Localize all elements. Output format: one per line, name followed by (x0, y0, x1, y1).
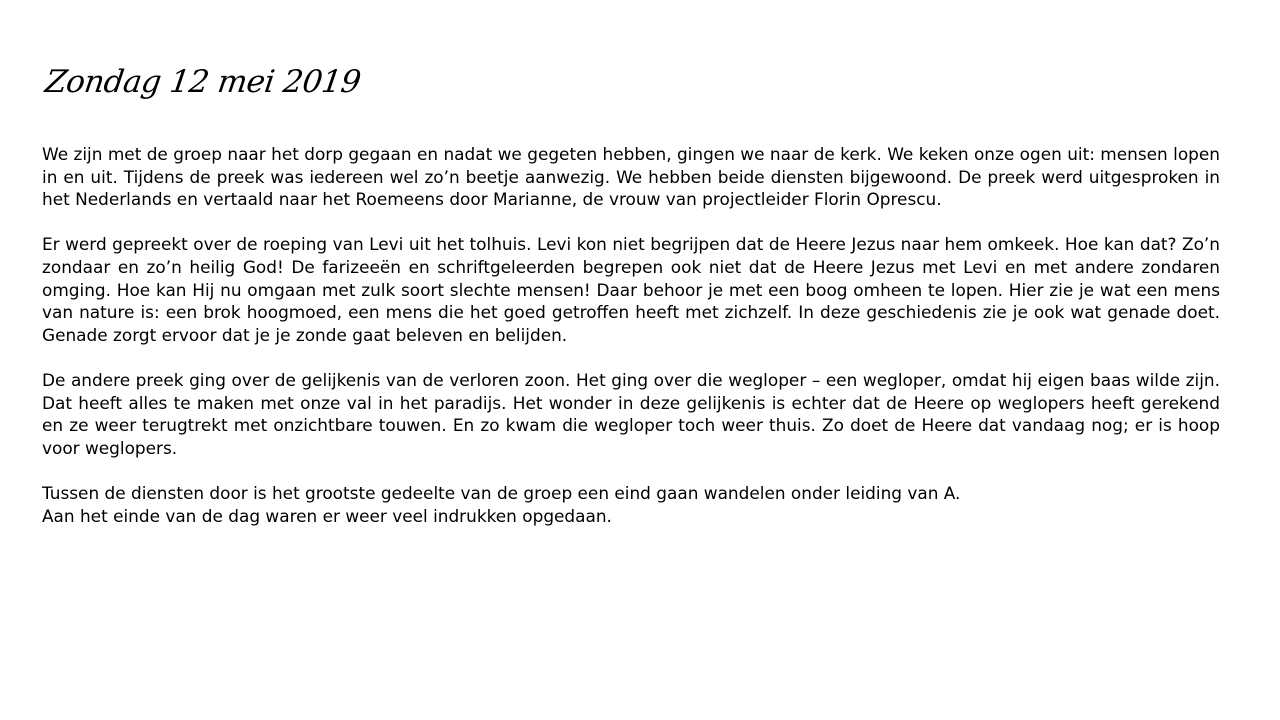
paragraph-sermon-levi: Er werd gepreekt over de roeping van Levi uit het tolhuis. Levi kon niet begrijpen dat de Heere Jezus naar hem omkeek. Hoe kan dat? Zo’n zondaar en zo’n heilig God! De farizeeën en schriftgeleerden begrepen ook niet dat de Heere Jezus met Levi en met andere zondaren omging. Hoe kan Hij nu omgaan met zulk soort slechte mensen! Daar behoor je met een boog omheen te lopen. Hier zie je wat een mens van nature is: een brok hoogmoed, een mens die het goed getroffen heeft met zichzelf. In deze geschiedenis zie je ook wat genade doet. Genade zorgt ervoor dat je je zonde gaat beleven en belijden. (42, 234, 1220, 345)
closing-line-walk: Tussen de diensten door is het grootste gedeelte van de groep een eind gaan wandelen onder leiding van A. (42, 482, 961, 503)
paragraph-closing (42, 482, 1220, 527)
paragraph-sermon-prodigal-son: De andere preek ging over de gelijkenis van de verloren zoon. Het ging over die wegloper – een wegloper, omdat hij eigen baas wilde zijn. Dat heeft alles te maken met onze val in het paradijs. Het wonder in deze gelijkenis is echter dat de Heere op weglopers heeft gerekend en ze weer terugtrekt met onzichtbare touwen. En zo kwam die wegloper toch weer thuis. Zo doet de Heere dat vandaag nog; er is hoop voor weglopers. (42, 369, 1220, 458)
closing-line-impressions: Aan het einde van de dag waren er weer veel indrukken opgedaan. (42, 505, 612, 526)
body-text (42, 143, 1220, 527)
page-title: Zondag 12 mei 2019 (42, 64, 363, 100)
paragraph-intro: We zijn met de groep naar het dorp gegaan en nadat we gegeten hebben, gingen we naar de kerk. We keken onze ogen uit: mensen lopen in en uit. Tijdens de preek was iedereen wel zo’n beetje aanwezig. We hebben beide diensten bijgewoond. De preek werd uitgesproken in het Nederlands en vertaald naar het Roemeens door Marianne, de vrouw van projectleider Florin Oprescu. (42, 144, 1220, 210)
